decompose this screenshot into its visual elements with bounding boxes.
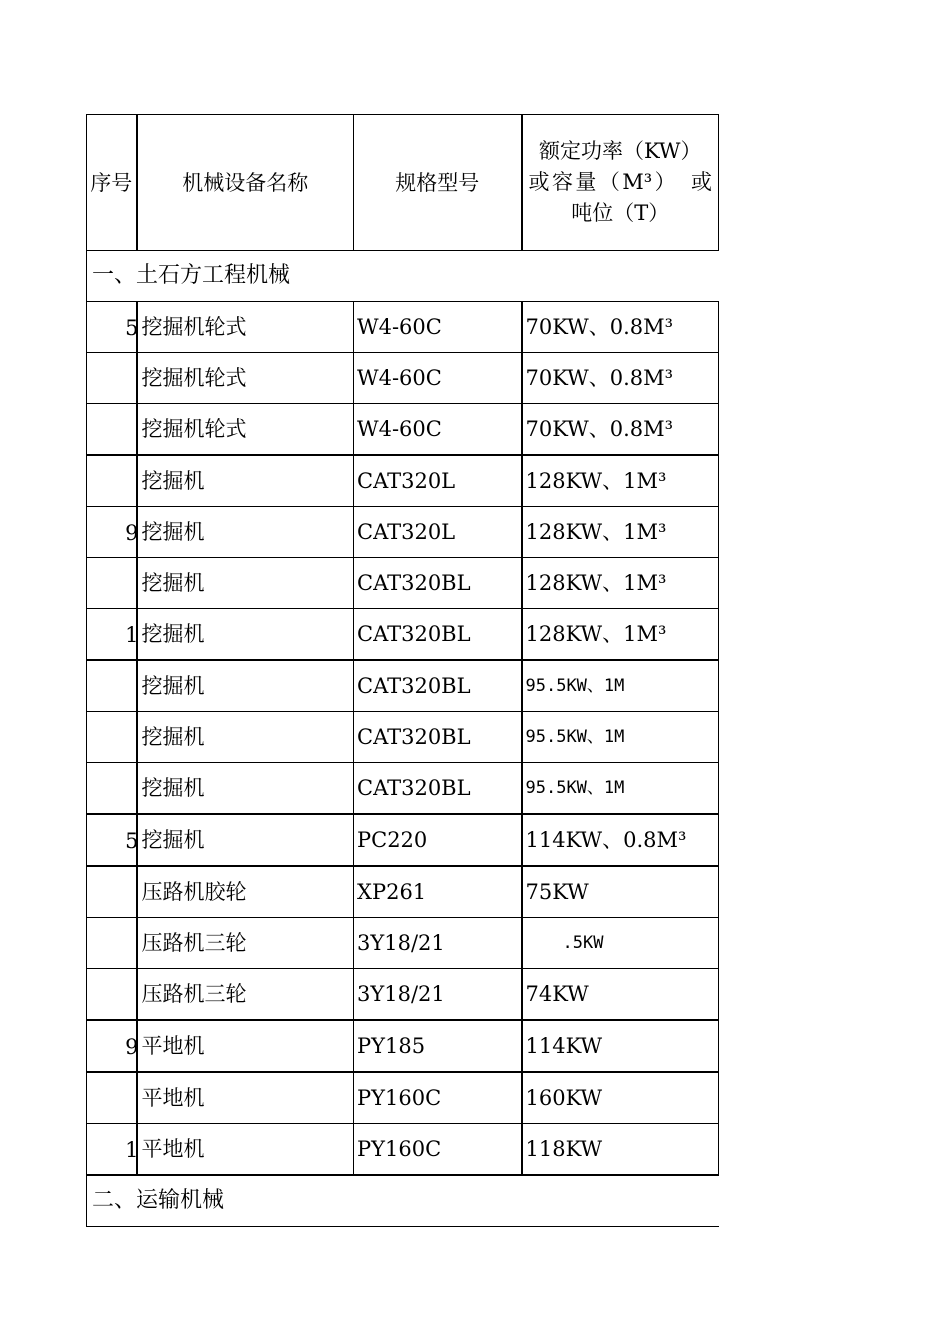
header-rating-line1: 额定功率（KW）	[538, 139, 702, 163]
model-cell: W4-60C	[354, 353, 522, 404]
seq-cell	[87, 866, 137, 918]
rating-cell: 114KW、0.8M³	[522, 814, 719, 866]
section-title: 二、运输机械	[87, 1175, 719, 1227]
model-cell: XP261	[354, 866, 522, 918]
seq-cell	[87, 660, 137, 712]
rating-cell: 95.5KW、1M	[522, 763, 719, 815]
seq-number: 9	[125, 1035, 139, 1059]
seq-number: 5	[125, 829, 139, 853]
seq-cell	[87, 404, 137, 456]
table-row	[87, 814, 719, 866]
rating-cell: 70KW、0.8M³	[522, 353, 719, 404]
seq-number: 5	[125, 316, 139, 340]
rating-cell: 74KW	[522, 969, 719, 1021]
table-row	[87, 404, 719, 456]
rating-cell: 70KW、0.8M³	[522, 404, 719, 456]
model-cell: CAT320BL	[354, 558, 522, 609]
rating-cell: 70KW、0.8M³	[522, 302, 719, 353]
model-cell: PY160C	[354, 1072, 522, 1124]
equipment-table	[86, 114, 719, 1227]
seq-cell	[87, 302, 137, 353]
seq-cell	[87, 507, 137, 558]
section-row-transport	[87, 1175, 719, 1227]
table-row	[87, 1020, 719, 1072]
equipment-name-cell: 挖掘机	[137, 763, 354, 815]
table-row	[87, 1124, 719, 1176]
model-cell: 3Y18/21	[354, 969, 522, 1021]
header-name: 机械设备名称	[137, 115, 354, 251]
model-cell: PY160C	[354, 1124, 522, 1176]
rating-cell: 75KW	[522, 866, 719, 918]
section-row-earthwork	[87, 251, 719, 302]
model-cell: PC220	[354, 814, 522, 866]
rating-cell: 128KW、1M³	[522, 507, 719, 558]
seq-cell	[87, 1072, 137, 1124]
table-header-row	[87, 115, 719, 251]
equipment-name-cell: 挖掘机轮式	[137, 302, 354, 353]
rating-cell: 95.5KW、1M	[522, 660, 719, 712]
model-cell: CAT320L	[354, 507, 522, 558]
seq-cell	[87, 969, 137, 1021]
seq-cell	[87, 455, 137, 507]
table-row	[87, 763, 719, 815]
model-cell: 3Y18/21	[354, 918, 522, 969]
header-rating	[522, 115, 719, 251]
equipment-name-cell: 挖掘机轮式	[137, 404, 354, 456]
table-row	[87, 609, 719, 661]
seq-number: 1	[125, 623, 139, 647]
model-cell: W4-60C	[354, 302, 522, 353]
equipment-name-cell: 平地机	[137, 1072, 354, 1124]
rating-cell: 128KW、1M³	[522, 558, 719, 609]
header-seq: 序号	[87, 115, 137, 251]
rating-cell: 128KW、1M³	[522, 455, 719, 507]
seq-cell	[87, 558, 137, 609]
equipment-name-cell: 挖掘机轮式	[137, 353, 354, 404]
table-row	[87, 969, 719, 1021]
equipment-name-cell: 挖掘机	[137, 507, 354, 558]
table-row	[87, 353, 719, 404]
seq-number: 1	[125, 1138, 139, 1162]
equipment-name-cell: 压路机三轮	[137, 918, 354, 969]
rating-cell: 95.5KW、1M	[522, 712, 719, 763]
equipment-name-cell: 平地机	[137, 1124, 354, 1176]
seq-cell	[87, 814, 137, 866]
model-cell: CAT320BL	[354, 763, 522, 815]
model-cell: CAT320BL	[354, 712, 522, 763]
equipment-name-cell: 挖掘机	[137, 609, 354, 661]
seq-cell	[87, 763, 137, 815]
equipment-name-cell: 挖掘机	[137, 814, 354, 866]
seq-cell	[87, 1020, 137, 1072]
equipment-name-cell: 挖掘机	[137, 660, 354, 712]
table-row	[87, 558, 719, 609]
model-cell: CAT320BL	[354, 660, 522, 712]
rating-cell: 118KW	[522, 1124, 719, 1176]
seq-cell	[87, 712, 137, 763]
model-cell: CAT320BL	[354, 609, 522, 661]
table-row	[87, 918, 719, 969]
equipment-name-cell: 挖掘机	[137, 558, 354, 609]
header-rating-line2: 或容量（M³） 或	[528, 170, 712, 194]
model-cell: CAT320L	[354, 455, 522, 507]
equipment-sheet	[86, 114, 718, 1227]
table-row	[87, 455, 719, 507]
table-row	[87, 507, 719, 558]
equipment-name-cell: 压路机胶轮	[137, 866, 354, 918]
section-title: 一、土石方工程机械	[87, 251, 719, 302]
rating-cell: 160KW	[522, 1072, 719, 1124]
rating-cell: 114KW	[522, 1020, 719, 1072]
header-model: 规格型号	[354, 115, 522, 251]
table-row	[87, 660, 719, 712]
rating-cell: .5KW	[522, 918, 719, 969]
table-row	[87, 866, 719, 918]
seq-cell	[87, 918, 137, 969]
header-rating-line3: 吨位（T）	[571, 201, 670, 225]
model-cell: PY185	[354, 1020, 522, 1072]
equipment-name-cell: 挖掘机	[137, 455, 354, 507]
model-cell: W4-60C	[354, 404, 522, 456]
equipment-name-cell: 压路机三轮	[137, 969, 354, 1021]
seq-cell	[87, 1124, 137, 1176]
table-row	[87, 302, 719, 353]
table-row	[87, 712, 719, 763]
rating-cell: 128KW、1M³	[522, 609, 719, 661]
table-row	[87, 1072, 719, 1124]
equipment-name-cell: 挖掘机	[137, 712, 354, 763]
seq-cell	[87, 353, 137, 404]
seq-number: 9	[125, 521, 139, 545]
seq-cell	[87, 609, 137, 661]
equipment-name-cell: 平地机	[137, 1020, 354, 1072]
